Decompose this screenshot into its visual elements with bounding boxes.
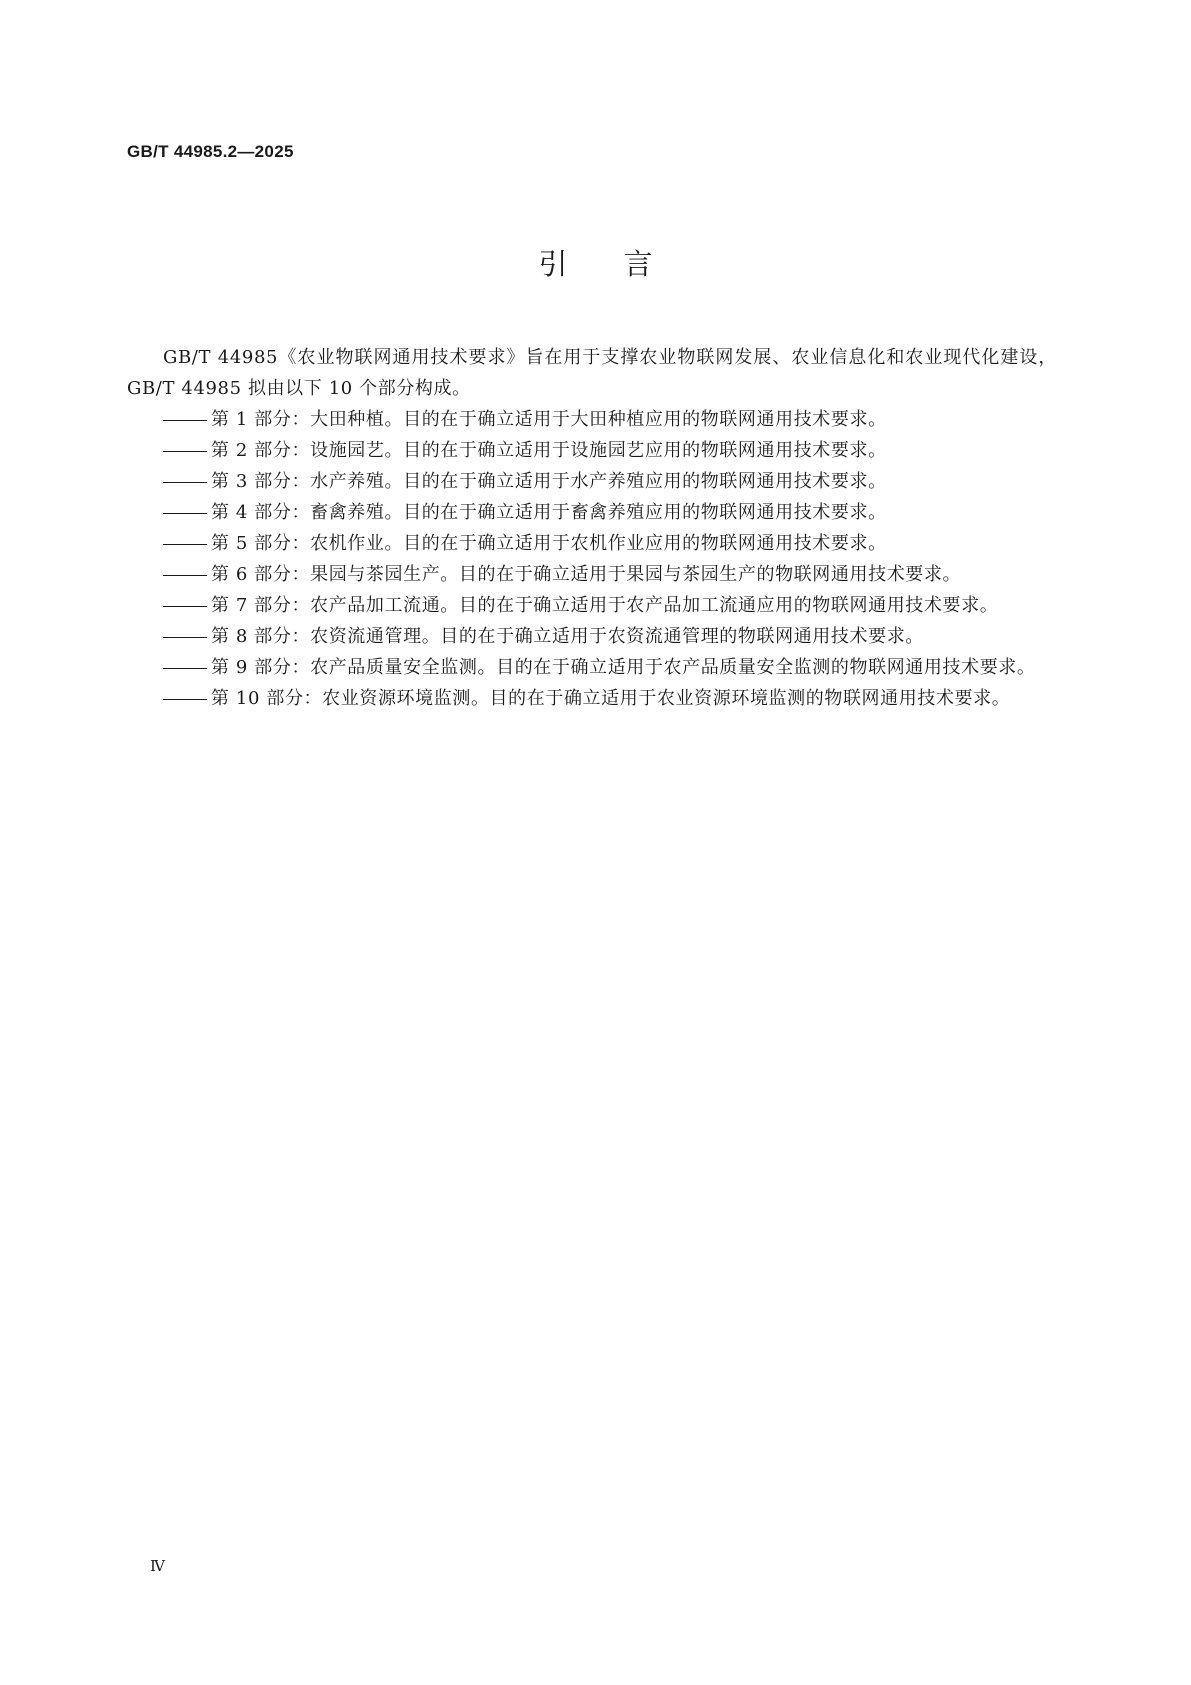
dash-marker [163, 513, 207, 514]
list-item-part-9 [127, 652, 1057, 683]
intro-paragraph: GB/T 44985《农业物联网通用技术要求》旨在用于支撑农业物联网发展、农业信息化和农业现代化建设，GB/T 44985 拟由以下 10 个部分构成。 [127, 347, 1057, 399]
list-item-text: 第 2 部分：设施园艺。目的在于确立适用于设施园艺应用的物联网通用技术要求。 [211, 440, 887, 461]
list-item-part-5 [127, 528, 1057, 559]
list-item-part-3 [127, 466, 1057, 497]
list-item-text: 第 10 部分：农业资源环境监测。目的在于确立适用于农业资源环境监测的物联网通用技术要求。 [211, 688, 1011, 709]
dash-marker [163, 451, 207, 452]
list-item-text: 第 7 部分：农产品加工流通。目的在于确立适用于农产品加工流通应用的物联网通用技术要求。 [211, 595, 999, 616]
dash-marker [163, 544, 207, 545]
list-item-part-8 [127, 621, 1057, 652]
list-item-part-6 [127, 559, 1057, 590]
dash-marker [163, 575, 207, 576]
list-item-text: 第 4 部分：畜禽养殖。目的在于确立适用于畜禽养殖应用的物联网通用技术要求。 [211, 502, 887, 523]
list-item-text: 第 1 部分：大田种植。目的在于确立适用于大田种植应用的物联网通用技术要求。 [211, 409, 887, 430]
dash-marker [163, 606, 207, 607]
list-item-part-10 [127, 683, 1057, 714]
list-item-text: 第 8 部分：农资流通管理。目的在于确立适用于农资流通管理的物联网通用技术要求。 [211, 626, 924, 647]
list-item-part-1 [127, 404, 1057, 435]
dash-marker [163, 637, 207, 638]
list-item-part-7 [127, 590, 1057, 621]
list-item-text: 第 6 部分：果园与茶园生产。目的在于确立适用于果园与茶园生产的物联网通用技术要求。 [211, 564, 962, 585]
standard-number: GB/T 44985.2—2025 [127, 142, 294, 161]
list-item-text: 第 9 部分：农产品质量安全监测。目的在于确立适用于农产品质量安全监测的物联网通用技术要求。 [211, 657, 1036, 678]
dash-marker [163, 699, 207, 700]
parts-list [127, 404, 1057, 714]
list-item-text: 第 3 部分：水产养殖。目的在于确立适用于水产养殖应用的物联网通用技术要求。 [211, 471, 887, 492]
dash-marker [163, 420, 207, 421]
page-number: Ⅳ [150, 1557, 165, 1575]
dash-marker [163, 482, 207, 483]
section-title: 引言 [538, 247, 709, 281]
section-body [127, 342, 1057, 714]
dash-marker [163, 668, 207, 669]
list-item-text: 第 5 部分：农机作业。目的在于确立适用于农机作业应用的物联网通用技术要求。 [211, 533, 887, 554]
list-item-part-2 [127, 435, 1057, 466]
list-item-part-4 [127, 497, 1057, 528]
